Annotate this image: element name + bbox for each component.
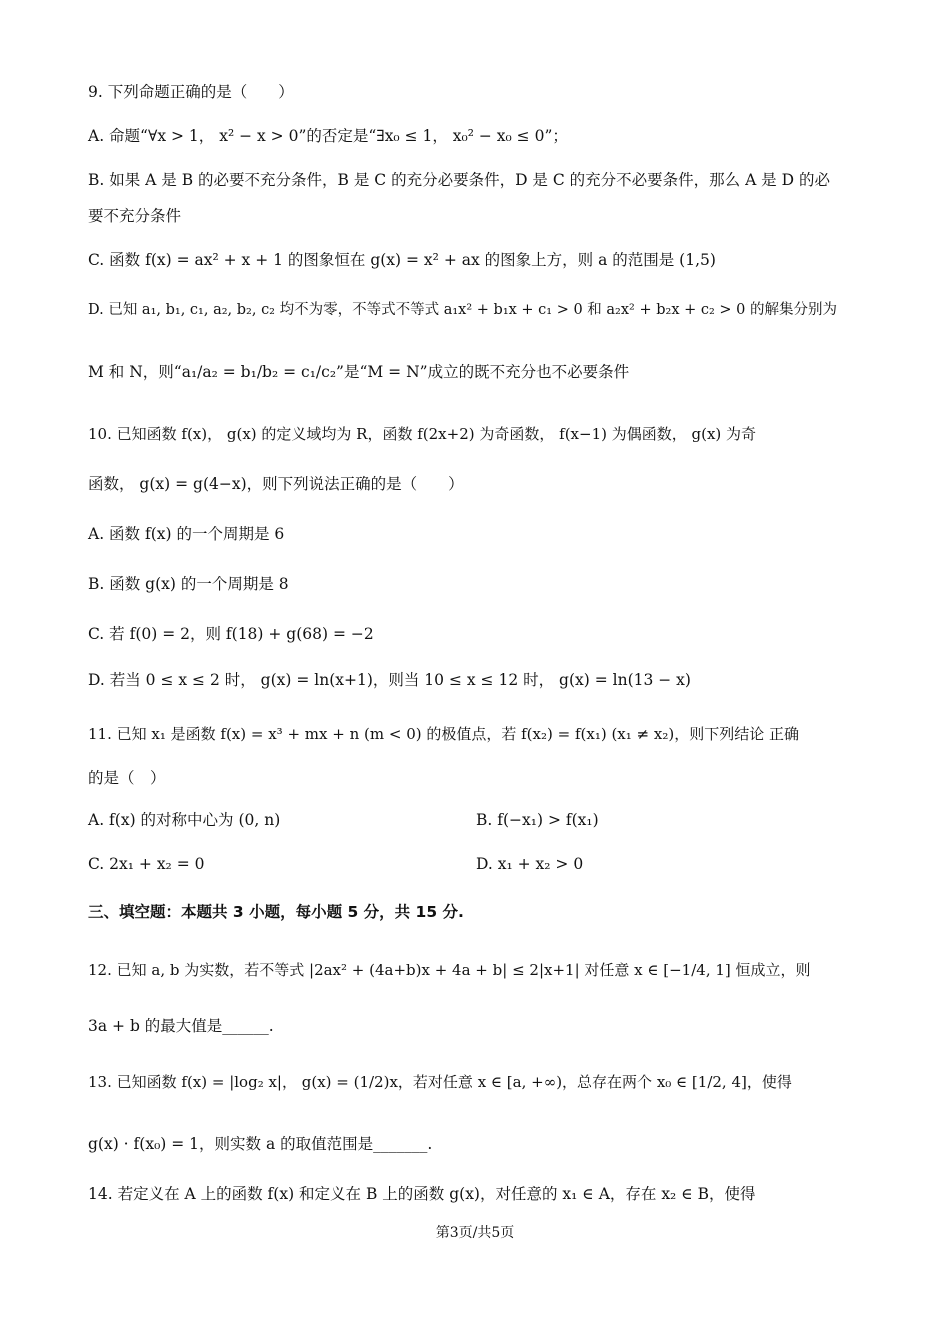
q9-option-b-line2: 要不充分条件 xyxy=(88,207,182,225)
q11-stem-line2: 的是（ ） xyxy=(88,769,166,787)
q9-option-c: C. 函数 f(x) = ax² + x + 1 的图象恒在 g(x) = x² + ax 的图象上方，则 a 的范围是 (1,5) xyxy=(88,251,716,269)
q11-stem-line1: 11. 已知 x₁ 是函数 f(x) = x³ + mx + n (m < 0) 的极值点，若 f(x₂) = f(x₁) (x₁ ≠ x₂)，则下列结论 正确 xyxy=(88,725,799,743)
q10-option-b: B. 函数 g(x) 的一个周期是 8 xyxy=(88,575,289,593)
q12-line1: 12. 已知 a, b 为实数，若不等式 |2ax² + (4a+b)x + 4a + b| ≤ 2|x+1| 对任意 x ∈ [−1/4, 1] 恒成立，则 xyxy=(88,961,811,979)
q10-option-a: A. 函数 f(x) 的一个周期是 6 xyxy=(88,525,285,543)
q13-line2: g(x) · f(x₀) = 1，则实数 a 的取值范围是_______. xyxy=(88,1135,433,1153)
q9-option-d-line1: D. 已知 a₁, b₁, c₁, a₂, b₂, c₂ 均不为零，不等式不等式 a₁x² + b₁x + c₁ > 0 和 a₂x² + b₂x + c₂ > 0 的解集分别为 xyxy=(88,302,838,318)
q11-option-c: C. 2x₁ + x₂ = 0 xyxy=(88,855,205,873)
q14-line1: 14. 若定义在 A 上的函数 f(x) 和定义在 B 上的函数 g(x)，对任意的 x₁ ∈ A，存在 x₂ ∈ B，使得 xyxy=(88,1185,756,1203)
q11-option-d: D. x₁ + x₂ > 0 xyxy=(476,855,584,873)
q9-option-d-line2: M 和 N，则“a₁/a₂ = b₁/b₂ = c₁/c₂”是“M = N”成立的既不充分也不必要条件 xyxy=(88,363,630,381)
q9-stem: 9. 下列命题正确的是（ ） xyxy=(88,83,294,101)
q10-option-d: D. 若当 0 ≤ x ≤ 2 时， g(x) = ln(x+1)，则当 10 ≤ x ≤ 12 时， g(x) = ln(13 − x) xyxy=(88,671,691,689)
q9-option-a: A. 命题“∀x > 1， x² − x > 0”的否定是“∃x₀ ≤ 1， x₀² − x₀ ≤ 0”； xyxy=(88,127,568,145)
q11-option-a: A. f(x) 的对称中心为 (0, n) xyxy=(88,811,281,829)
q10-option-c: C. 若 f(0) = 2，则 f(18) + g(68) = −2 xyxy=(88,625,374,643)
q11-option-b: B. f(−x₁) > f(x₁) xyxy=(476,811,599,829)
q12-line2: 3a + b 的最大值是______. xyxy=(88,1017,274,1035)
q10-stem-line1: 10. 已知函数 f(x)， g(x) 的定义域均为 R，函数 f(2x+2) 为奇函数， f(x−1) 为偶函数， g(x) 为奇 xyxy=(88,425,757,443)
page-footer: 第3页/共5页 xyxy=(435,1225,515,1241)
q9-option-b-line1: B. 如果 A 是 B 的必要不充分条件，B 是 C 的充分必要条件，D 是 C 的充分不必要条件，那么 A 是 D 的必 xyxy=(88,171,830,189)
q13-line1: 13. 已知函数 f(x) = |log₂ x|， g(x) = (1/2)x，若对任意 x ∈ [a, +∞)，总存在两个 x₀ ∈ [1/2, 4]，使得 xyxy=(88,1073,792,1091)
q10-stem-line2: 函数， g(x) = g(4−x)，则下列说法正确的是（ ） xyxy=(88,475,464,493)
section-heading: 三、填空题：本题共 3 小题，每小题 5 分，共 15 分. xyxy=(88,903,464,921)
